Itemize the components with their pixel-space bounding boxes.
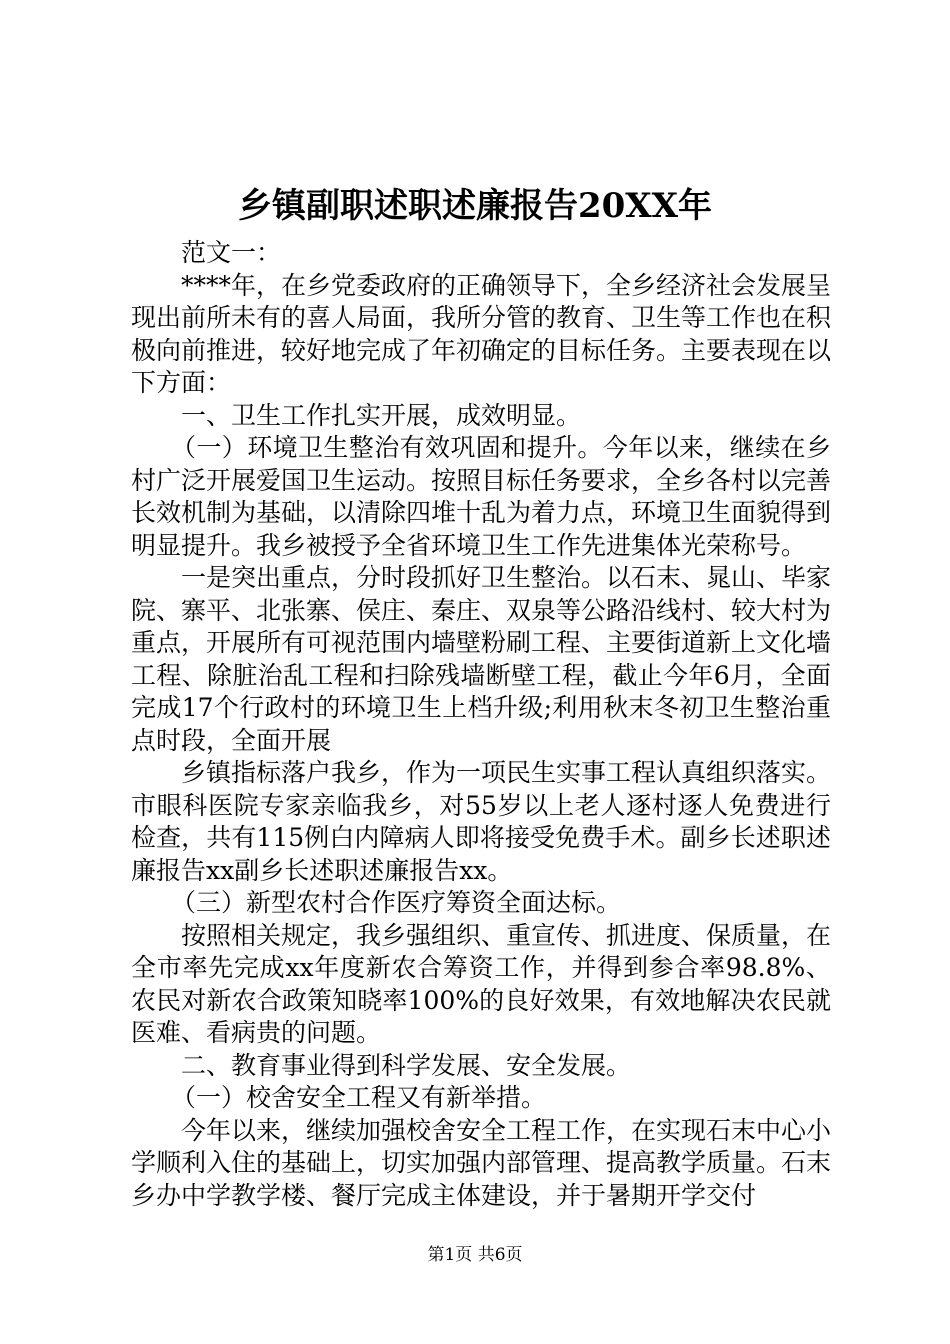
document-title: 乡镇副职述职述廉报告20XX年 — [237, 186, 713, 226]
paragraph-sanitation-focus: 一是突出重点，分时段抓好卫生整治。以石末、晁山、毕家院、寨平、北张寨、侯庄、秦庄、双泉等公路沿线村、较大村为重点，开展所有可视范围内墙壁粉刷工程、主要街道新上文化墙工程、除脏治乱工程和扫除残墙断壁工程，截止今年6月，全面完成17个行政村的环境卫生上档升级;利用秋末冬初卫生整治重点时段，全面开展 — [131, 563, 832, 755]
paragraph-section-health: 一、卫生工作扎实开展，成效明显。 — [181, 400, 582, 430]
document-body — [131, 237, 831, 1212]
page-footer: 第1页 共6页 — [427, 1245, 523, 1265]
paragraph-school-safety-detail: 今年以来，继续加强校舍安全工程工作，在实现石末中心小学顺利入住的基础上，切实加强内部管理、提高教学质量。石末乡办中学教学楼、餐厅完成主体建设，并于暑期开学交付 — [131, 1115, 832, 1210]
paragraph-intro: ****年，在乡党委政府的正确领导下，全乡经济社会发展呈现出前所未有的喜人局面，我所分管的教育、卫生等工作也在积极向前推进，较好地完成了年初确定的目标任务。主要表现在以下方面： — [131, 270, 832, 397]
paragraph-section-education: 二、教育事业得到科学发展、安全发展。 — [181, 1050, 632, 1080]
paragraph-subsection-environment: （一）环境卫生整治有效巩固和提升。今年以来，继续在乡村广泛开展爱国卫生运动。按照目标任务要求，全乡各村以完善长效机制为基础，以清除四堆十乱为着力点，环境卫生面貌得到明显提升。我乡被授予全省环境卫生工作先进集体光荣称号。 — [131, 433, 832, 560]
paragraph-funding: 按照相关规定，我乡强组织、重宣传、抓进度、保质量，在全市率先完成xx年度新农合筹资工作，并得到参合率98.8%、农民对新农合政策知晓率100%的良好效果，有效地解决农民就医难、看病贵的问题。 — [131, 920, 832, 1047]
paragraph-subsection-cooperative-medical: （三）新型农村合作医疗筹资全面达标。 — [171, 888, 622, 917]
paragraph-heading-fanwen: 范文一： — [181, 238, 282, 267]
paragraph-subsection-school-safety: （一）校舍安全工程又有新举措。 — [171, 1083, 547, 1112]
paragraph-eye-hospital: 乡镇指标落户我乡，作为一项民生实事工程认真组织落实。市眼科医院专家亲临我乡，对55岁以上老人逐村逐人免费进行检查，共有115例白内障病人即将接受免费手术。副乡长述职述廉报告xx副乡长述职述廉报告xx。 — [131, 758, 832, 885]
